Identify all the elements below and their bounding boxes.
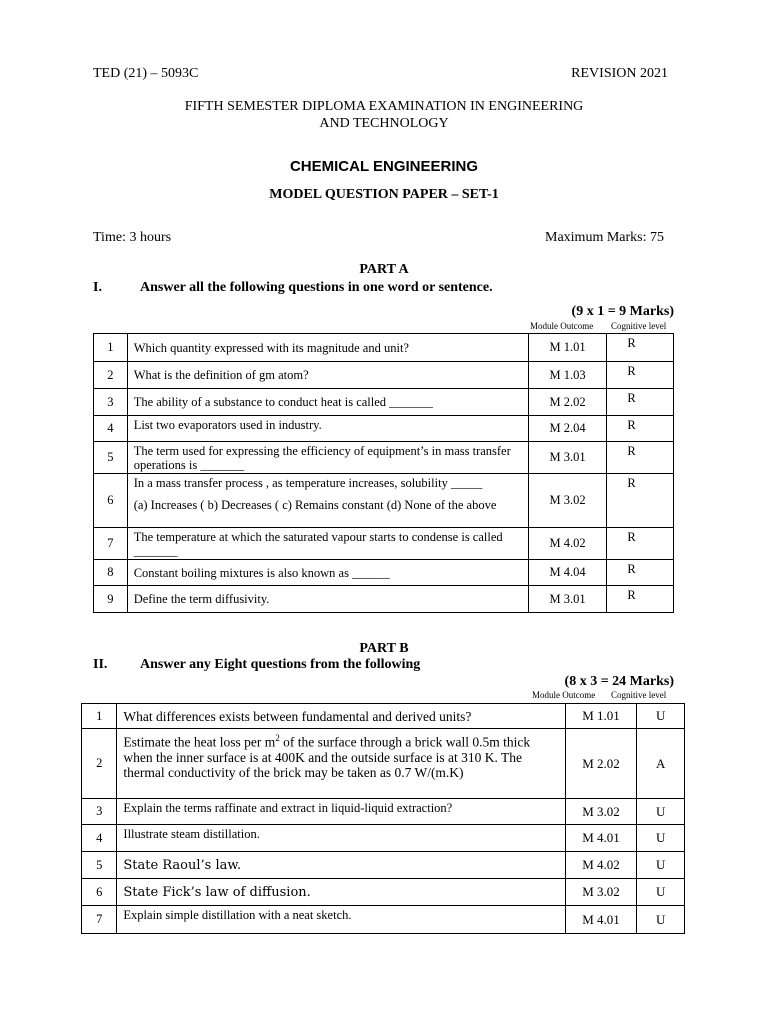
- question-number: 5: [82, 852, 117, 879]
- question-text: State Raoul’s law.: [117, 852, 565, 879]
- question-number: 4: [94, 416, 128, 442]
- question-text: Illustrate steam distillation.: [117, 825, 565, 852]
- question-text: The temperature at which the saturated vapour starts to condense is called _______: [127, 528, 528, 560]
- table-row: [94, 334, 674, 362]
- question-stem: In a mass transfer process , as temperature increases, solubility _____: [133, 476, 483, 490]
- department-title: CHEMICAL ENGINEERING: [289, 158, 479, 175]
- question-text: State Fick’s law of diffusion.: [117, 879, 565, 906]
- paper-title: MODEL QUESTION PAPER – SET-1: [269, 187, 499, 202]
- table-row: [94, 442, 674, 474]
- table-row: [82, 825, 685, 852]
- module-outcome: M 4.01: [565, 906, 637, 934]
- part-a-section-number: I.: [93, 280, 102, 295]
- question-text: What is the definition of gm atom?: [127, 362, 528, 389]
- question-number: 8: [94, 560, 128, 586]
- question-text: [117, 729, 565, 799]
- module-outcome: M 3.01: [528, 442, 606, 474]
- cognitive-level: R: [607, 560, 674, 586]
- table-row: [82, 704, 685, 729]
- table-row: [94, 586, 674, 613]
- module-outcome: M 2.04: [528, 416, 606, 442]
- question-text: List two evaporators used in industry.: [127, 416, 528, 442]
- cognitive-level: U: [637, 825, 685, 852]
- question-number: 6: [94, 474, 128, 528]
- cognitive-level: U: [637, 906, 685, 934]
- part-b-instruction: Answer any Eight questions from the following: [140, 657, 421, 672]
- table-row: [82, 729, 685, 799]
- module-outcome: M 3.02: [565, 879, 637, 906]
- module-outcome: M 3.02: [565, 799, 637, 825]
- question-text: The term used for expressing the efficiency of equipment’s in mass transfer operations is _______: [127, 442, 528, 474]
- part-a-marks: (9 x 1 = 9 Marks): [571, 304, 674, 319]
- question-text: The ability of a substance to conduct heat is called _______: [127, 389, 528, 416]
- module-outcome: M 4.02: [565, 852, 637, 879]
- question-number: 7: [82, 906, 117, 934]
- table-row: [94, 528, 674, 560]
- exam-title-line2: AND TECHNOLOGY: [319, 116, 449, 131]
- module-outcome: M 1.03: [528, 362, 606, 389]
- module-outcome: M 1.01: [528, 334, 606, 362]
- cognitive-level: R: [607, 389, 674, 416]
- table-row: [82, 799, 685, 825]
- table-row: [94, 362, 674, 389]
- table-row: [82, 852, 685, 879]
- question-text: Which quantity expressed with its magnitude and unit?: [127, 334, 528, 362]
- question-number: 3: [94, 389, 128, 416]
- cognitive-level: U: [637, 852, 685, 879]
- part-a-module-outcome-header: Module Outcome: [530, 321, 594, 331]
- table-row: [94, 560, 674, 586]
- question-number: 5: [94, 442, 128, 474]
- part-b-marks: (8 x 3 = 24 Marks): [564, 674, 674, 689]
- part-b-cognitive-level-header: Cognitive level: [611, 690, 667, 700]
- module-outcome: M 4.02: [528, 528, 606, 560]
- module-outcome: M 1.01: [565, 704, 637, 729]
- question-number: 1: [94, 334, 128, 362]
- revision-label: REVISION 2021: [571, 66, 668, 81]
- question-text-part: of the surface through a brick wall 0.5m thick when the inner surface is at 400K and the outside surface is at 310 K. The thermal conductivity of the brick may be taken as 0.7 W/(m.K): [123, 734, 531, 780]
- question-number: 7: [94, 528, 128, 560]
- module-outcome: M 4.01: [565, 825, 637, 852]
- question-text: What differences exists between fundamental and derived units?: [117, 704, 565, 729]
- module-outcome: M 3.02: [528, 474, 606, 528]
- cognitive-level: R: [607, 334, 674, 362]
- question-text: Explain simple distillation with a neat sketch.: [117, 906, 565, 934]
- part-b-table: [81, 703, 685, 934]
- module-outcome: M 3.01: [528, 586, 606, 613]
- part-a-instruction: Answer all the following questions in one word or sentence.: [140, 280, 493, 295]
- cognitive-level: R: [607, 416, 674, 442]
- cognitive-level: U: [637, 799, 685, 825]
- part-a-table: [93, 333, 674, 613]
- question-number: 4: [82, 825, 117, 852]
- question-text-part: Estimate the heat loss per m: [123, 734, 276, 750]
- module-outcome: M 2.02: [528, 389, 606, 416]
- question-number: 3: [82, 799, 117, 825]
- cognitive-level: R: [607, 528, 674, 560]
- exam-title: [0, 98, 768, 132]
- table-row: [82, 879, 685, 906]
- question-number: 2: [82, 729, 117, 799]
- superscript: 2: [275, 733, 280, 743]
- cognitive-level: R: [607, 442, 674, 474]
- part-b-section-number: II.: [93, 657, 108, 672]
- question-options: (a) Increases ( b) Decreases ( c) Remains constant (d) None of the above: [133, 498, 497, 512]
- paper-code: TED (21) – 5093C: [93, 66, 199, 81]
- cognitive-level: R: [607, 362, 674, 389]
- part-b-heading: PART B: [359, 641, 409, 656]
- question-text: Constant boiling mixtures is also known as ______: [127, 560, 528, 586]
- module-outcome: M 2.02: [565, 729, 637, 799]
- table-row: [94, 389, 674, 416]
- cognitive-level: R: [607, 586, 674, 613]
- question-number: 6: [82, 879, 117, 906]
- cognitive-level: A: [637, 729, 685, 799]
- cognitive-level: R: [607, 474, 674, 528]
- question-number: 2: [94, 362, 128, 389]
- cognitive-level: U: [637, 704, 685, 729]
- table-row: [94, 416, 674, 442]
- part-a-heading: PART A: [359, 262, 409, 277]
- maximum-marks: Maximum Marks: 75: [545, 230, 664, 245]
- question-number: 1: [82, 704, 117, 729]
- table-row: [94, 474, 674, 528]
- cognitive-level: U: [637, 879, 685, 906]
- part-b-module-outcome-header: Module Outcome: [532, 690, 596, 700]
- question-text: Explain the terms raffinate and extract in liquid-liquid extraction?: [117, 799, 565, 825]
- time-allowed: Time: 3 hours: [93, 230, 172, 245]
- question-text: Define the term diffusivity.: [127, 586, 528, 613]
- exam-title-line1: FIFTH SEMESTER DIPLOMA EXAMINATION IN ENGINEERING: [184, 99, 584, 114]
- question-text: [127, 474, 528, 528]
- table-row: [82, 906, 685, 934]
- question-number: 9: [94, 586, 128, 613]
- part-a-cognitive-level-header: Cognitive level: [611, 321, 667, 331]
- module-outcome: M 4.04: [528, 560, 606, 586]
